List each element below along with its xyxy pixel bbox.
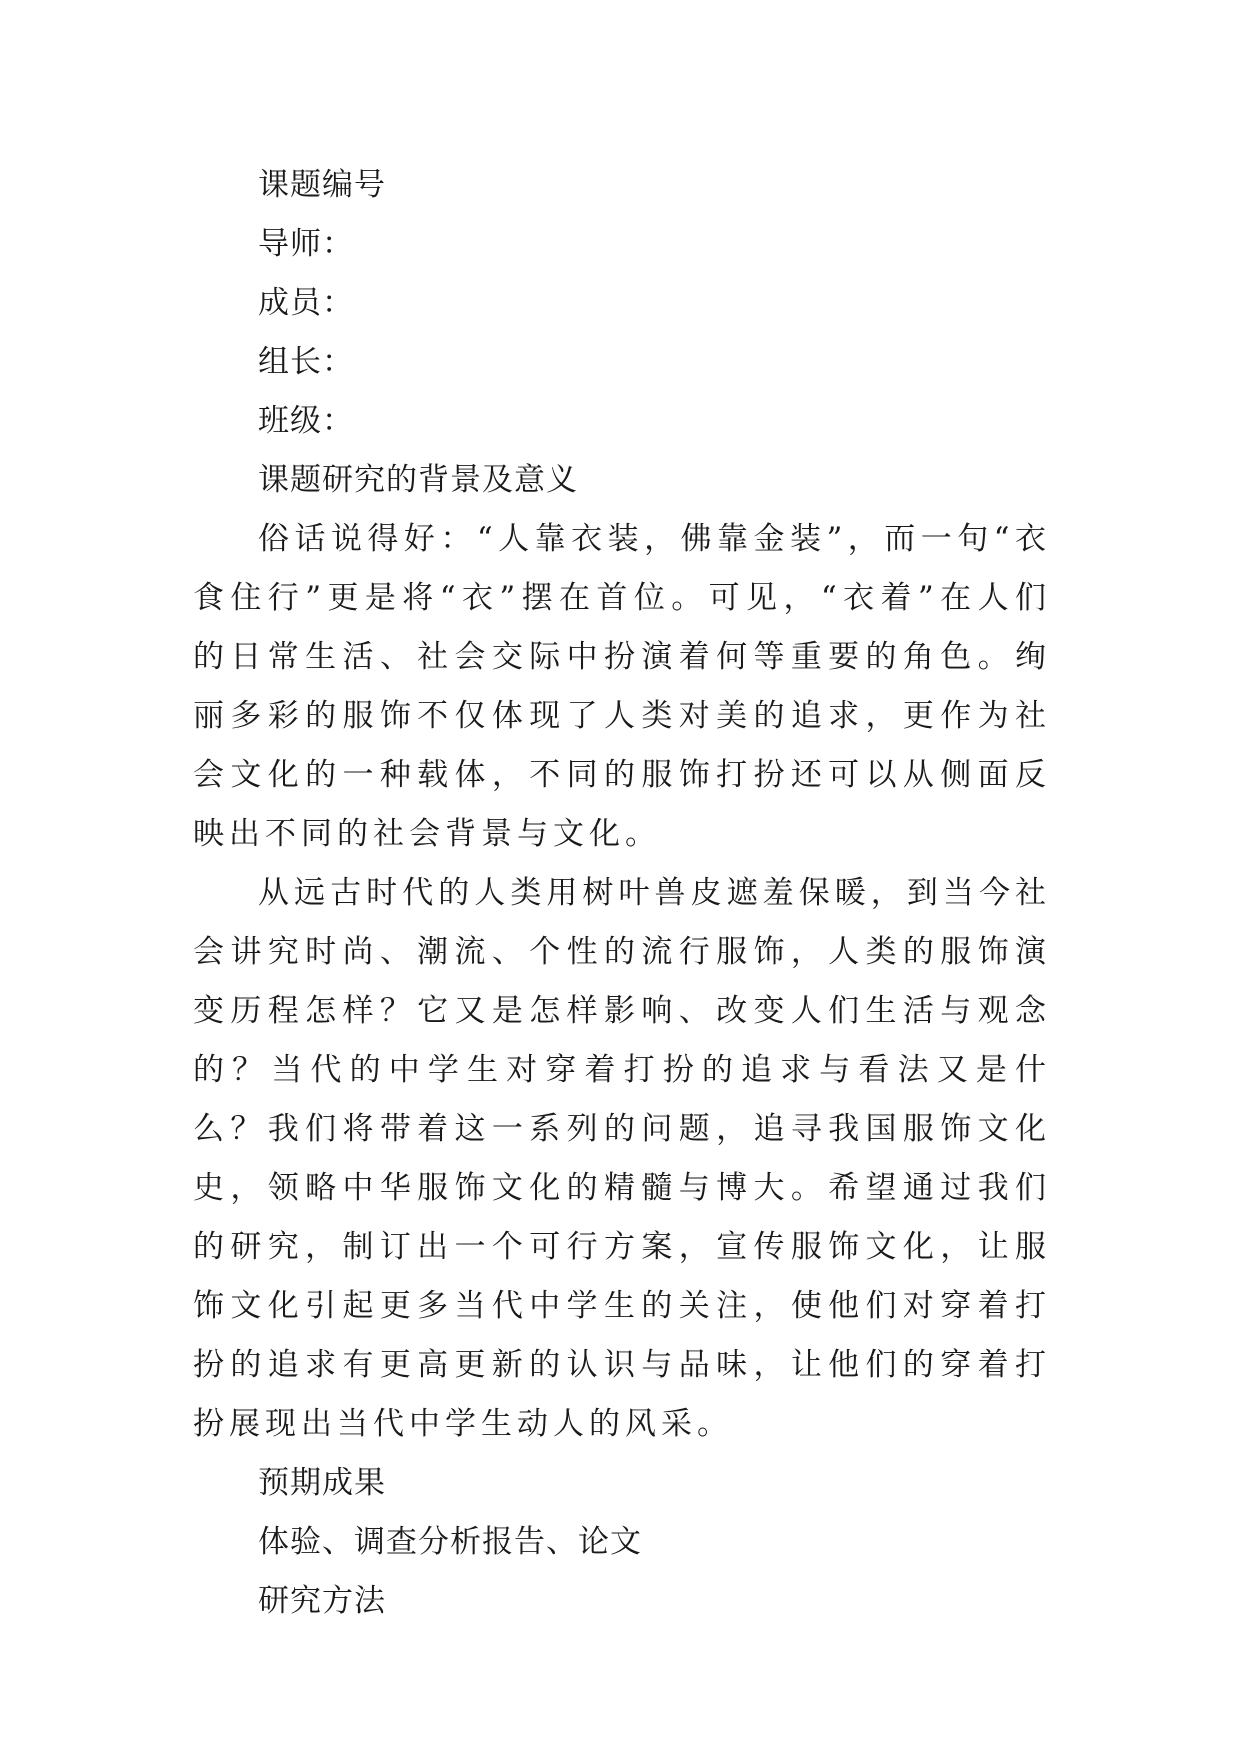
background-paragraph-1: 俗话说得好：“人靠衣装，佛靠金装”，而一句“衣食住行”更是将“衣”摆在首位。可见，“衣着”在人们的日常生活、社会交际中扮演着何等重要的角色。绚丽多彩的服饰不仅体现了人类对美的追求，更作为社会文化的一种载体，不同的服饰打扮还可以从侧面反映出不同的社会背景与文化。: [193, 521, 1051, 852]
members-label: 成员：: [258, 285, 354, 321]
class-label: 班级：: [258, 403, 354, 439]
leader-label: 组长：: [258, 344, 354, 380]
advisor-label: 导师：: [258, 226, 354, 262]
document-body: [193, 156, 1051, 1631]
background-heading: 课题研究的背景及意义: [258, 462, 578, 498]
topic-number-label: 课题编号: [258, 167, 386, 203]
background-paragraph-2: 从远古时代的人类用树叶兽皮遮羞保暖，到当今社会讲究时尚、潮流、个性的流行服饰，人类的服饰演变历程怎样？它又是怎样影响、改变人们生活与观念的？当代的中学生对穿着打扮的追求与看法又是什么？我们将带着这一系列的问题，追寻我国服饰文化史，领略中华服饰文化的精髓与博大。希望通过我们的研究，制订出一个可行方案，宣传服饰文化，让服饰文化引起更多当代中学生的关注，使他们对穿着打扮的追求有更高更新的认识与品味，让他们的穿着打扮展现出当代中学生动人的风采。: [193, 875, 1051, 1442]
expected-results-heading: 预期成果: [258, 1465, 386, 1501]
methods-heading: 研究方法: [258, 1583, 386, 1619]
expected-results-text: 体验、调查分析报告、论文: [258, 1524, 642, 1560]
